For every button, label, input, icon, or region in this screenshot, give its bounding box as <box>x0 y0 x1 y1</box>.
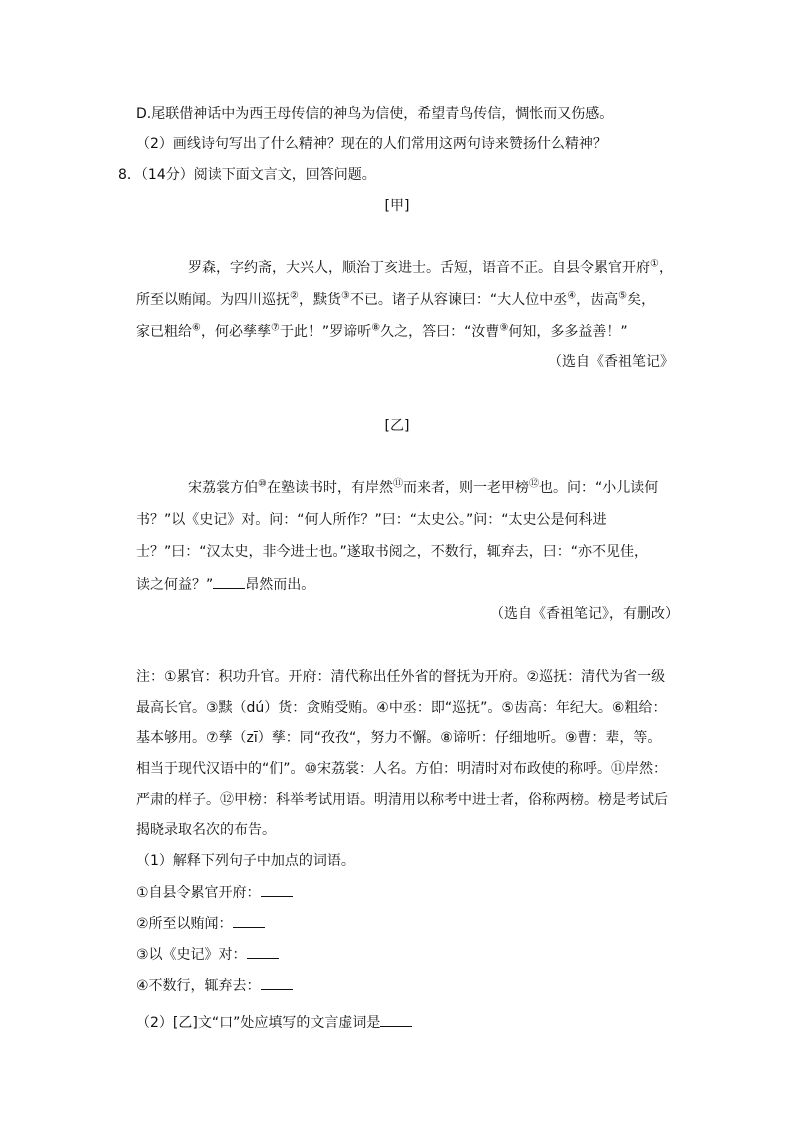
passage-jia-title: [甲] <box>384 198 410 214</box>
question-8-heading: 8．（14分）阅读下面文言文，回答问题。 <box>118 167 376 183</box>
question-2: （2）[乙]文“口”处应填写的文言虚词是 <box>136 1012 412 1033</box>
passage-jia-line-1: 罗森，字约斋，大兴人，顺治丁亥进士。舌短，语音不正。自县令累官开府①， <box>188 258 673 276</box>
passage-yi-line-2: 书？”以《史记》对。问：“何人所作？”曰：“太史公。”问：“太史公是何科进 <box>136 512 607 528</box>
question-1-heading: （1）解释下列句子中加点的词语。 <box>136 853 355 869</box>
passage-yi-source: （选自《香祖笔记》，有删改） <box>490 606 679 622</box>
answer-blank <box>247 944 279 959</box>
notes-line: 相当于现代汉语中的“们”。⑩宋荔裳：人名。方伯：明清时对布政使的称呼。⑪岸然： <box>136 761 668 777</box>
notes-line: 基本够用。⑦孳（zī）孳：同“孜孜“，努力不懈。⑧谛听：仔细地听。⑨曹：辈，等。 <box>136 730 662 746</box>
answer-blank <box>233 913 265 928</box>
question-1-item: ①自县令累官开府： <box>136 882 293 903</box>
option-d: D.尾联借神话中为西王母传信的神鸟为信使，希望青鸟传信，惆怅而又伤感。 <box>136 106 614 122</box>
passage-jia-source: （选自《香祖笔记》 <box>548 354 674 370</box>
answer-blank <box>213 574 245 589</box>
passage-yi-line-4: 读之何益？” 昂然而出。 <box>136 574 315 595</box>
notes-line: 揭晓录取名次的布告。 <box>136 822 276 838</box>
answer-blank <box>261 975 293 990</box>
question-1-item: ③以《史记》对： <box>136 944 279 965</box>
answer-blank <box>380 1012 412 1027</box>
passage-yi-line-3: 士？”曰：“汉太史，非今进士也。”遂取书阅之，不数行，辄弃去，曰：“亦不见佳， <box>136 544 649 560</box>
notes-line: 最高长官。③黩（dú）货：贪贿受贿。④中丞：即“巡抚”。⑤齿高：年纪大。⑥粗给： <box>136 700 667 716</box>
passage-jia-line-3: 家已粗给⑥，何必孳孳⑦于此！”罗谛听⑧久之，答曰：“汝曹⑨何知，多多益善！” <box>136 322 628 340</box>
passage-yi-line-1: 宋荔裳方伯⑩在塾读书时，有岸然⑪而来者，则一老甲榜⑫也。问：“小儿读何 <box>188 478 659 496</box>
passage-jia-line-2: 所至以贿闻。为四川巡抚②，黩货③不已。诸子从容谏曰：“大人位中丞④，齿高⑤矣， <box>136 290 656 308</box>
question-7-2: （2）画线诗句写出了什么精神？现在的人们常用这两句诗来赞扬什么精神？ <box>136 136 607 152</box>
answer-blank <box>261 882 293 897</box>
passage-yi-title: [乙] <box>384 418 410 434</box>
question-1-item: ④不数行，辄弃去： <box>136 975 293 996</box>
notes-line: 注：①累官：积功升官。开府：清代称出任外省的督抚为开府。②巡抚：清代为省一级 <box>136 669 666 685</box>
question-1-item: ②所至以贿闻： <box>136 913 265 934</box>
notes-line: 严肃的样子。⑫甲榜：科举考试用语。明清用以称考中进士者，俗称两榜。榜是考试后 <box>136 792 668 808</box>
